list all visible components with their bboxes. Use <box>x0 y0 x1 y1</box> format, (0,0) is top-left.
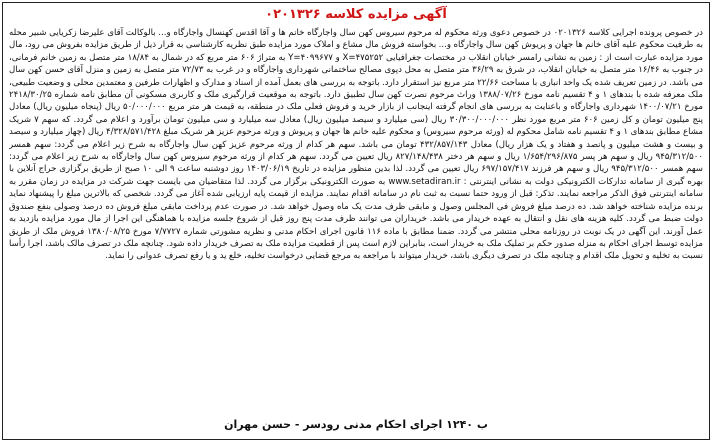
notice-paragraph: در خصوص پرونده اجرایی کلاسه ۰۲۰۱۳۲۶ در خصوص دعوی ورثه محکوم له مرحوم سیروس کهن سال واجارگاه خانم ها و آقا اقدس کهنسال واجارگاه و... بالوکالت آقای علیرضا زکریایی شبیر محله به طرفیت محکوم علیه آقای خانم ها جهان و پریوش کهن سال واجارگاه و... بخواسته فروش مال مشاع و املاک مورد مزایده طبق نظریه کارشناسی به قرار ذیل از طریق مزایده بفروش می رود، مال مورد مزایده عبارت است از : زمین به نشانی رامسر خیابان انقلاب در مختصات جغرافیایی ۴۷۵۲۵۲=X و ۴۰۹۹۶۷۷=Y به متراژ ۶۰۶ متر مربع که در شمال به ۱۸/۸۴ متر متصل به زمین خانم فرمانی، در جنوب به ۱۶/۴۶ متر متصل به خیابان انقلاب، در شرق به ۳۶/۲۹ متر متصل به محل دپوی مصالح ساختمانی شهرداری واجارگاه و در غرب به ۷۲/۷۳ متر متصل به زمین و منزل آقای حسن کهن سال می باشد. در زمین تعریف شده یک واحد انباری با مساحت ۲۲/۶۶ متر مربع نیز استقرار دارد. باتوجه به بررسی های بعمل آمده از اسناد و مدارک و اظهارات طرفین و معتمدین محلی و وضعیت طبیعی، ملک معرفه شده با بندهای ۱ و ۴ تقسیم نامه مورخ ۱۳۸۸/۰۷/۲۶ وراث مرحوم نصرت کهن سال تطبیق دارد. باتوجه به موقعیت قرارگیری ملک و کاربری مسکونی آن مطابق نامه شماره ۲۴۱۸/۳۰/۲۵ مورخ ۱۴۰۰/۰۷/۲۱ شهرداری واجارگاه و باعنایت به بررسی های انجام گرفته اینجانب از بازار خرید و فروش فعلی ملک در منطقه، به قیمت هر متر مربع ۵۰/۰۰۰/۰۰۰ ریال (پنجاه میلیون ریال) معادل پنج میلیون تومان و کل زمین ۶۰۶ متر مربع مورد نظر ۳۰/۳۰۰/۰۰۰/۰۰۰ ریال (سی میلیارد و سیصد میلیون ریال) معادل سه میلیارد و سی میلیون تومان برآورد و اعلام می گردد. که سهم ۷ شریک مشاع مطابق بندهای ۱ و ۴ تقسیم نامه شامل محکوم له (ورثه مرحوم سیروس) و محکوم علیه خانم ها جهان و پریوش و ورثه مرحوم عزیز هر شریک مبلغ ۴/۳۲۸/۵۷۱/۴۲۸ ریال (چهار میلیارد و سیصد و بیست و هشت میلیون و پانصد و هفتاد و یک هزار ریال) معادل ۴۳۲/۸۵۷/۱۴۳ تومان می باشد. سهم هر کدام از ورثه مرحوم عزیز کهن سال واجارگاه به شرح زیر اعلام می گردد: سهم همسر ۹۴۵/۳۱۲/۵۰۰ ریال و سهم هر پسر ۱/۶۵۴/۲۹۶/۸۷۵ ریال و سهم هر دختر ۸۲۷/۱۴۸/۴۳۸ ریال تعیین می گردد. سهم هر کدام از ورثه مرحوم سیروس کهن سال واجارگاه به شرح زیر اعلام می گردد: سهم همسر ۹۴۵/۳۱۲/۵۰۰ ریال و سهم هر فرزند ۶۹۷/۱۵۷/۴۱۷ ریال تعیین می گردد. لذا بدین منظور مزایده در تاریخ ۱۴۰۳/۰۶/۱۹ روز دوشنبه ساعت ۹ الی ۱۰ صبح از طریق برگزاری حراج آنلاین با بهره گیری از سامانه تدارکات الکترونیکی دولت به نشانی اینترنتی : www.setadiran.ir به صورت الکترونیکی برگزار می گردد. لذا متقاضیان می بایست جهت شرکت در مزایده در زمان مقرر به سامانه اینترنتی فوق الذکر مراجعه نمایند. تذکر: قبل از ورود حتما نسبت به ثبت نام در سامانه اقدام نمایند. مزایده از قیمت پایه ارزیابی شده آغاز می گردد. شخصی که بالاترین مبلغ را پیشنهاد نماید برنده مزایده شناخته خواهد شد. ده درصد مبلغ فروش فی المجلس وصول و مابقی ظرف مدت یک ماه وصول خواهد شد. در صورت عدم پرداخت مابقی مبلغ فروش ده درصد وصولی بنفع صندوق دولت ضبط می گردد. کلیه هزینه های نقل و انتقال به عهده خریدار می باشد. خریداران می توانند ظرف مدت پنج روز قبل از شروع جلسه مزایده با هماهنگی این اجرا از مال مورد مزایده بازدید به عمل آورند. این آگهی در یک نوبت در روزنامه محلی منتشر می گردد. ضمنا مطابق با ماده ۱۱۶ قانون اجرای احکام مدنی و نظریه مشورتی شماره ۷/۷۷۲۷ مورخ ۱۳۸۰/۰۸/۲۵ فروش ملک از طریق مزایده توسط اجرای احکام به منزله صدور حکم بر تملیک ملک به خریدار است، بنابراین لازم است پس از قطعیت مزایده ملک به تصرف خریدار داده شود. چنانچه ملک در تصرف مالک باشد، اجرا رأسا نسبت به تخلیه و تحویل ملک اقدام و چنانچه ملک در تصرف دیگری باشد، خریدار میتواند با مراجعه به مرجع قضایی درخواست تخلیه، خلع ید و یا رفع تصرف عدوانی را نماید. <box>9 28 703 262</box>
notice-footer: ب ۱۲۴۰ اجرای احکام مدنی رودسر - حسن مهران <box>224 418 488 431</box>
notice-title: آگهی مزایده کلاسه ۰۲۰۱۳۲۶ <box>265 7 447 22</box>
notice-frame <box>2 2 710 440</box>
notice-body <box>9 27 703 415</box>
